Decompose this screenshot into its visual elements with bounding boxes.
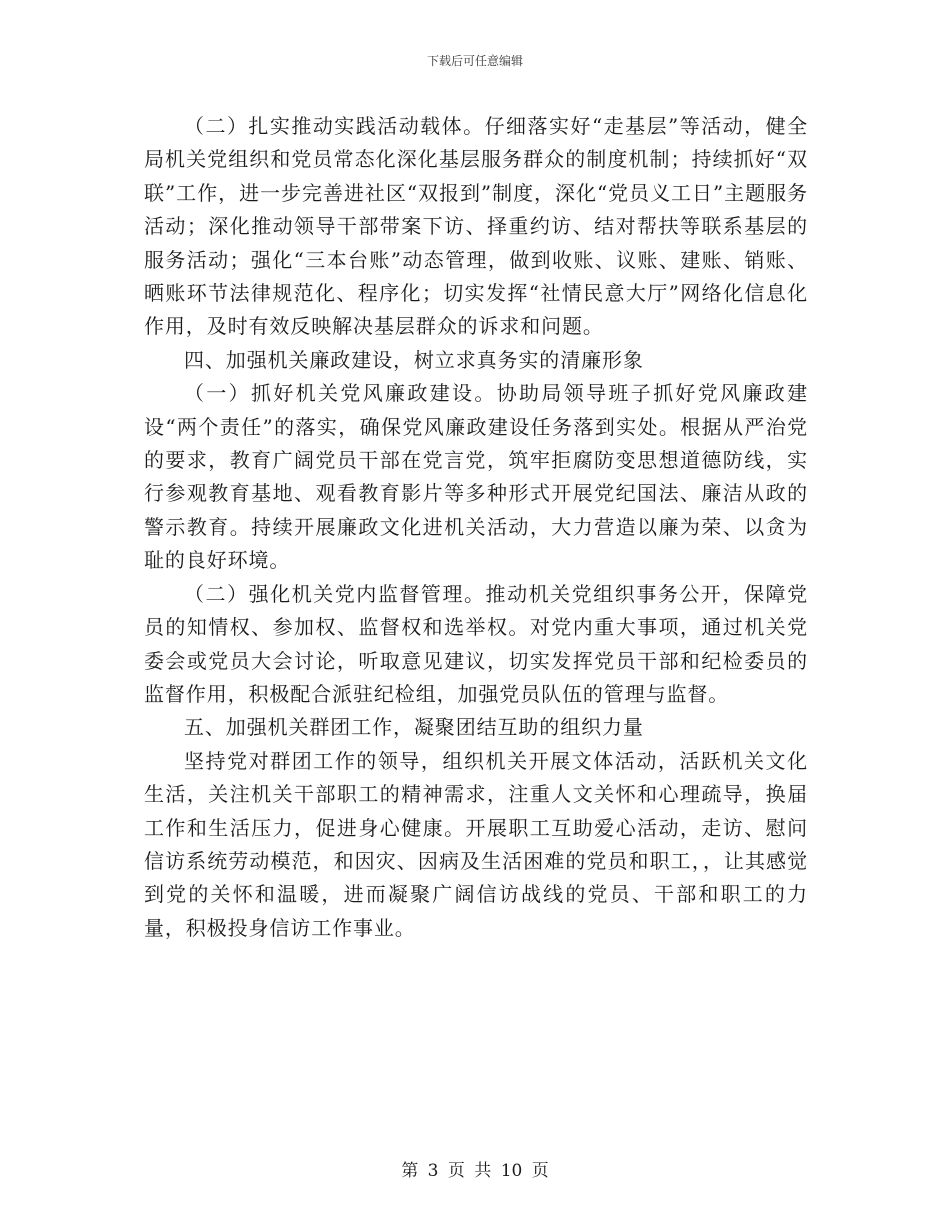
paragraph-mass-work: 坚持党对群团工作的领导，组织机关开展文体活动，活跃机关文化生活，关注机关干部职工的精神需求，注重人文关怀和心理疏导，换届工作和生活压力，促进身心健康。开展职工互助爱心活动，走访、慰问信访系统劳动模范，和因灾、因病及生活困难的党员和职工，，让其感觉到党的关怀和温暖，进而凝聚广阔信访战线的党员、干部和职工的力量，积极投身信访工作事业。 — [144, 748, 808, 940]
document-body — [144, 110, 808, 945]
page-header: 下载后可任意编辑 — [426, 54, 523, 68]
paragraph-practice-activities: （二）扎实推动实践活动载体。仔细落实好“走基层”等活动，健全局机关党组织和党员常态化深化基层服务群众的制度机制；持续抓好“双联”工作，进一步完善进社区“双报到”制度，深化“党员义工日”主题服务活动；深化推动领导干部带案下访、择重约访、结对帮扶等联系基层的服务活动；强化“三本台账”动态管理，做到收账、议账、建账、销账、晒账环节法律规范化、程序化；切实发挥“社情民意大厅”网络化信息化作用，及时有效反映解决基层群众的诉求和问题。 — [144, 114, 808, 339]
section-heading-mass-organizations: 五、加强机关群团工作，凝聚团结互助的组织力量 — [184, 715, 644, 740]
section-heading-integrity: 四、加强机关廉政建设，树立求真务实的清廉形象 — [184, 347, 644, 372]
paragraph-party-conduct: （一）抓好机关党风廉政建设。协助局领导班子抓好党风廉政建设“两个责任”的落实，确保党风廉政建设任务落到实处。根据从严治党的要求，教育广阔党员干部在党言党，筑牢拒腐防变思想道德防线，实行参观教育基地、观看教育影片等多种形式开展党纪国法、廉洁从政的警示教育。持续开展廉政文化进机关活动，大力营造以廉为荣、以贪为耻的良好环境。 — [144, 381, 808, 573]
page-number-footer: 第 3 页 共 10 页 — [401, 1161, 549, 1181]
paragraph-internal-supervision: （二）强化机关党内监督管理。推动机关党组织事务公开，保障党员的知情权、参加权、监督权和选举权。对党内重大事项，通过机关党委会或党员大会讨论，听取意见建议，切实发挥党员干部和纪检委员的监督作用，积极配合派驻纪检组，加强党员队伍的管理与监督。 — [144, 581, 808, 706]
